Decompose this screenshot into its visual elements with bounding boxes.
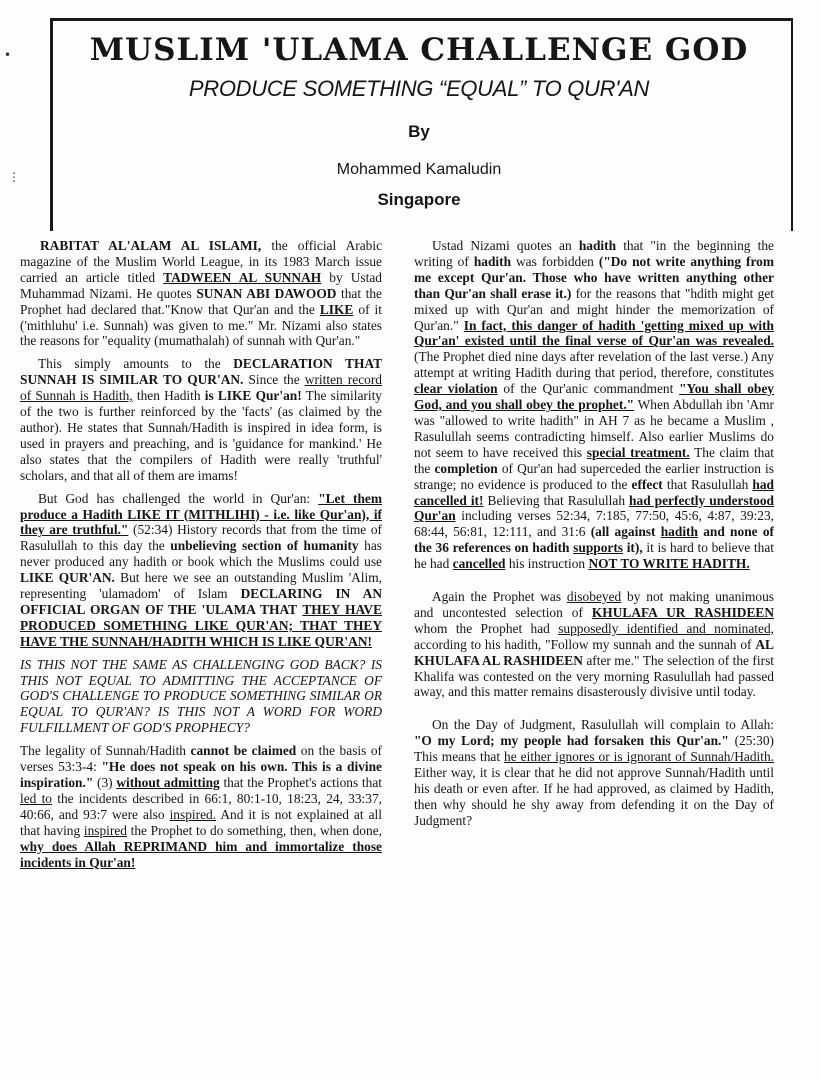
text-span: The legality of Sunnah/Hadith	[20, 743, 191, 759]
text-span: hadith	[660, 524, 698, 540]
margin-mark: ⋮	[8, 170, 20, 184]
text-span: hadith	[578, 238, 617, 253]
text-span: (all against	[590, 524, 661, 540]
paragraph	[414, 238, 774, 572]
text-span: (3)	[93, 775, 117, 790]
text-span: Either way, it is clear that he did not approve Sunnah/Hadith until his death or even after. If he had approved, as claimed by Hadith, then why should he shy away from defending it on the Day of Judgment?	[414, 765, 774, 828]
spacer	[414, 707, 774, 717]
left-column	[20, 238, 382, 877]
text-span: LIKE QUR'AN.	[20, 570, 115, 586]
text-span: hadith	[473, 253, 512, 269]
paragraph	[20, 743, 382, 870]
byline-label: By	[408, 122, 430, 141]
text-span: of it ('mithluhu' i.e. Sunnah) was given to me." Mr. Nizami also states the reasons for "equality (mumathalah) of sunnah with Qur'an."	[20, 301, 382, 349]
text-span: Again the Prophet was	[432, 589, 567, 605]
text-span: TADWEEN AL SUNNAH	[163, 269, 322, 285]
text-span: THEY HAVE PRODUCED SOMETHING LIKE QUR'AN; THAT THEY HAVE THE SUNNAH/HADITH WHICH IS LIKE QUR'AN!	[20, 601, 382, 649]
text-span: "You shall obey God, and you shall obey the prophet."	[414, 381, 774, 413]
text-span: and none of the 36 references on hadith	[414, 524, 775, 556]
text-span: supports	[573, 540, 624, 556]
text-span: is LIKE Qur'an!	[204, 388, 302, 404]
text-span: of Qur'an had superceded the earlier instruction is strange; no evidence is produced to the	[414, 460, 774, 492]
text-span: (The Prophet died nine days after revelation of the last verse.) Any attempt at writing Hadith during that period, therefore, constitutes	[414, 349, 774, 381]
text-span: that Rasulullah	[662, 476, 753, 492]
text-span: of the Qur'anic commandment	[497, 381, 680, 397]
text-span: after me." The selection of the first Khalifa was contested on the very morning Rasulullah had passed away, and this matter remains disasterously divisive until today.	[414, 652, 775, 700]
text-span: his instruction	[505, 556, 589, 572]
text-span: SUNAN ABI DAWOOD	[196, 285, 337, 301]
article-header	[50, 18, 788, 210]
text-span: DECLARING IN AN OFFICIAL ORGAN OF THE 'ULAMA THAT	[20, 586, 382, 617]
margin-mark: •	[4, 48, 12, 62]
text-span: "O my Lord; my people had forsaken this Qur'an."	[414, 733, 729, 749]
text-span: "He does not speak on his own. This is a divine inspiration."	[20, 759, 383, 790]
right-column	[414, 238, 774, 836]
article-subtitle: PRODUCE SOMETHING “EQUAL” TO QUR'AN	[188, 76, 650, 101]
paragraph-italic: IS THIS NOT THE SAME AS CHALLENGING GOD BACK? IS THIS NOT EQUAL TO ADMITTING THE ACCEPTANCE OF GOD'S CHALLENGE TO PRODUCE SOMETHING SIMILAR OR EQUAL TO QUR'AN? IS THIS NOT A WORD FOR WORD FULFILLMENT OF GOD'S PROPHECY?	[20, 656, 382, 736]
text-span: inspired.	[169, 806, 217, 822]
text-span: When Abdullah ibn 'Amr was "allowed to write hadith" in AH 7 as he became a Muslim , Rasulullah seems contradicting himself. Also earlier Muslims do not seem to have received this	[414, 397, 774, 460]
text-span: This simply amounts to the	[38, 356, 234, 372]
text-span: completion	[434, 460, 498, 476]
text-span: supposedly identified and nominated,	[558, 620, 775, 636]
text-span: cancelled	[452, 556, 506, 572]
text-span: ("Do not write anything from me except Qur'an. Those who have written anything other than Qur'an shall erase it.)	[414, 253, 774, 301]
text-span: on the basis of verses 53:3-4:	[20, 743, 382, 775]
text-span: that the Prophet had declared that."Know that Qur'an and the	[20, 285, 382, 317]
text-span: has never produced any hadith or book which the Muslims could use	[20, 538, 382, 570]
text-span: written record of Sunnah is Hadith,	[20, 372, 382, 404]
text-span: that the Prophet's actions that	[219, 775, 382, 790]
text-span: was forbidden	[511, 253, 599, 269]
text-span: AL KHULAFA AL RASHIDEEN	[414, 636, 774, 668]
text-span: it),	[623, 540, 643, 556]
text-span: that "in the beginning the writing of	[414, 238, 774, 269]
author-location: Singapore	[377, 190, 461, 209]
text-span: Believing that Rasulullah	[483, 492, 630, 508]
text-span: (25:30) This means that	[414, 733, 774, 765]
paragraph	[414, 717, 774, 828]
text-span: including verses 52:34, 7:185, 77:50, 45:6, 4:87, 39:23, 68:44, 56:81, 12:111, and 31:6	[414, 508, 774, 540]
text-span: the incidents described in 66:1, 80:1-10, 18:23, 24, 33:37, 40:66, and 93:7 were also	[20, 790, 382, 822]
text-span: had cancelled it!	[414, 476, 774, 508]
paragraph	[20, 356, 382, 483]
text-span: he either ignores or is ignorant of Sunnah/Hadith.	[504, 749, 775, 765]
text-span: the Prophet to do something, then, when done,	[126, 822, 382, 838]
paragraph	[414, 589, 774, 700]
text-span: But here we see an outstanding Muslim 'Alim, representing 'ulamadom' of Islam	[20, 570, 382, 602]
text-span: Ustad Nizami quotes an	[432, 238, 579, 253]
text-span: disobeyed	[566, 589, 622, 605]
author-name: Mohammed Kamaludin	[336, 161, 502, 178]
text-span: by Ustad Muhammad Nizami. He quotes	[20, 269, 382, 301]
text-span: Since the	[243, 372, 305, 388]
text-span: And it is not explained at all that having	[20, 806, 382, 838]
text-span: In fact, this danger of hadith 'getting mixed up with Qur'an' existed until the final verse of Qur'an was revealed.	[414, 317, 775, 349]
text-span: On the Day of Judgment, Rasulullah will complain to Allah:	[432, 717, 774, 733]
spacer	[414, 579, 774, 589]
paragraph	[20, 491, 382, 650]
text-span: But God has challenged the world in Qur'an:	[38, 490, 319, 506]
text-span: led to	[20, 790, 52, 806]
text-span: unbelieving section of humanity	[170, 538, 359, 554]
text-span: the official Arabic magazine of the Muslim World League, in its 1983 March issue carried an article titled	[20, 238, 383, 285]
text-span: why does Allah REPRIMAND him and immortalize those incidents in Qur'an!	[20, 838, 382, 870]
text-span: then Hadith	[132, 388, 205, 404]
text-span: without admitting	[116, 775, 220, 790]
text-span: DECLARATION THAT SUNNAH IS SIMILAR TO QUR'AN.	[20, 356, 382, 388]
text-span: clear violation	[414, 381, 498, 397]
text-span: The similarity of the two is further reinforced by the 'facts' (as claimed by the author). He states that Sunnah/Hadith is inspired in idea form, is used in prayers and preaching, and is 'guidance for mankind.' He also states that the compilers of Hadith were really 'truthful' scholars, and that all of them are imams!	[20, 388, 383, 483]
text-span: it is hard to believe that he had	[414, 540, 774, 572]
text-span: for the reasons that "hdith might get mixed up with Qur'an and might hinder the memorization of Qur'an."	[414, 285, 774, 333]
text-span: whom the Prophet had	[414, 620, 559, 636]
text-span: The claim that the	[414, 444, 774, 476]
text-span: (52:34) History records that from the time of Rasulullah to this day the	[20, 522, 382, 554]
paragraph	[20, 238, 382, 349]
text-span: inspired	[83, 822, 127, 838]
article-title: MUSLIM 'ULAMA CHALLENGE GOD	[89, 32, 749, 68]
text-span: KHULAFA UR RASHIDEEN	[591, 604, 774, 620]
text-span: had perfectly understood Qur'an	[414, 492, 774, 524]
text-span: by not making unanimous and uncontested selection of	[414, 589, 774, 620]
text-span: LIKE	[319, 301, 354, 317]
text-span: effect	[631, 476, 663, 492]
text-span: "Let them produce a Hadith LIKE IT (MITHLIHI) - i.e. like Qur'an), if they are truthful."	[20, 490, 382, 538]
text-span: special treatment.	[586, 444, 690, 460]
text-span: cannot be claimed	[190, 743, 297, 759]
text-span: RABITAT AL'ALAM AL ISLAMI,	[40, 238, 262, 253]
text-span: according to his hadith, "Follow my sunnah and the sunnah of	[414, 636, 756, 652]
text-span: NOT TO WRITE HADITH.	[588, 556, 750, 572]
